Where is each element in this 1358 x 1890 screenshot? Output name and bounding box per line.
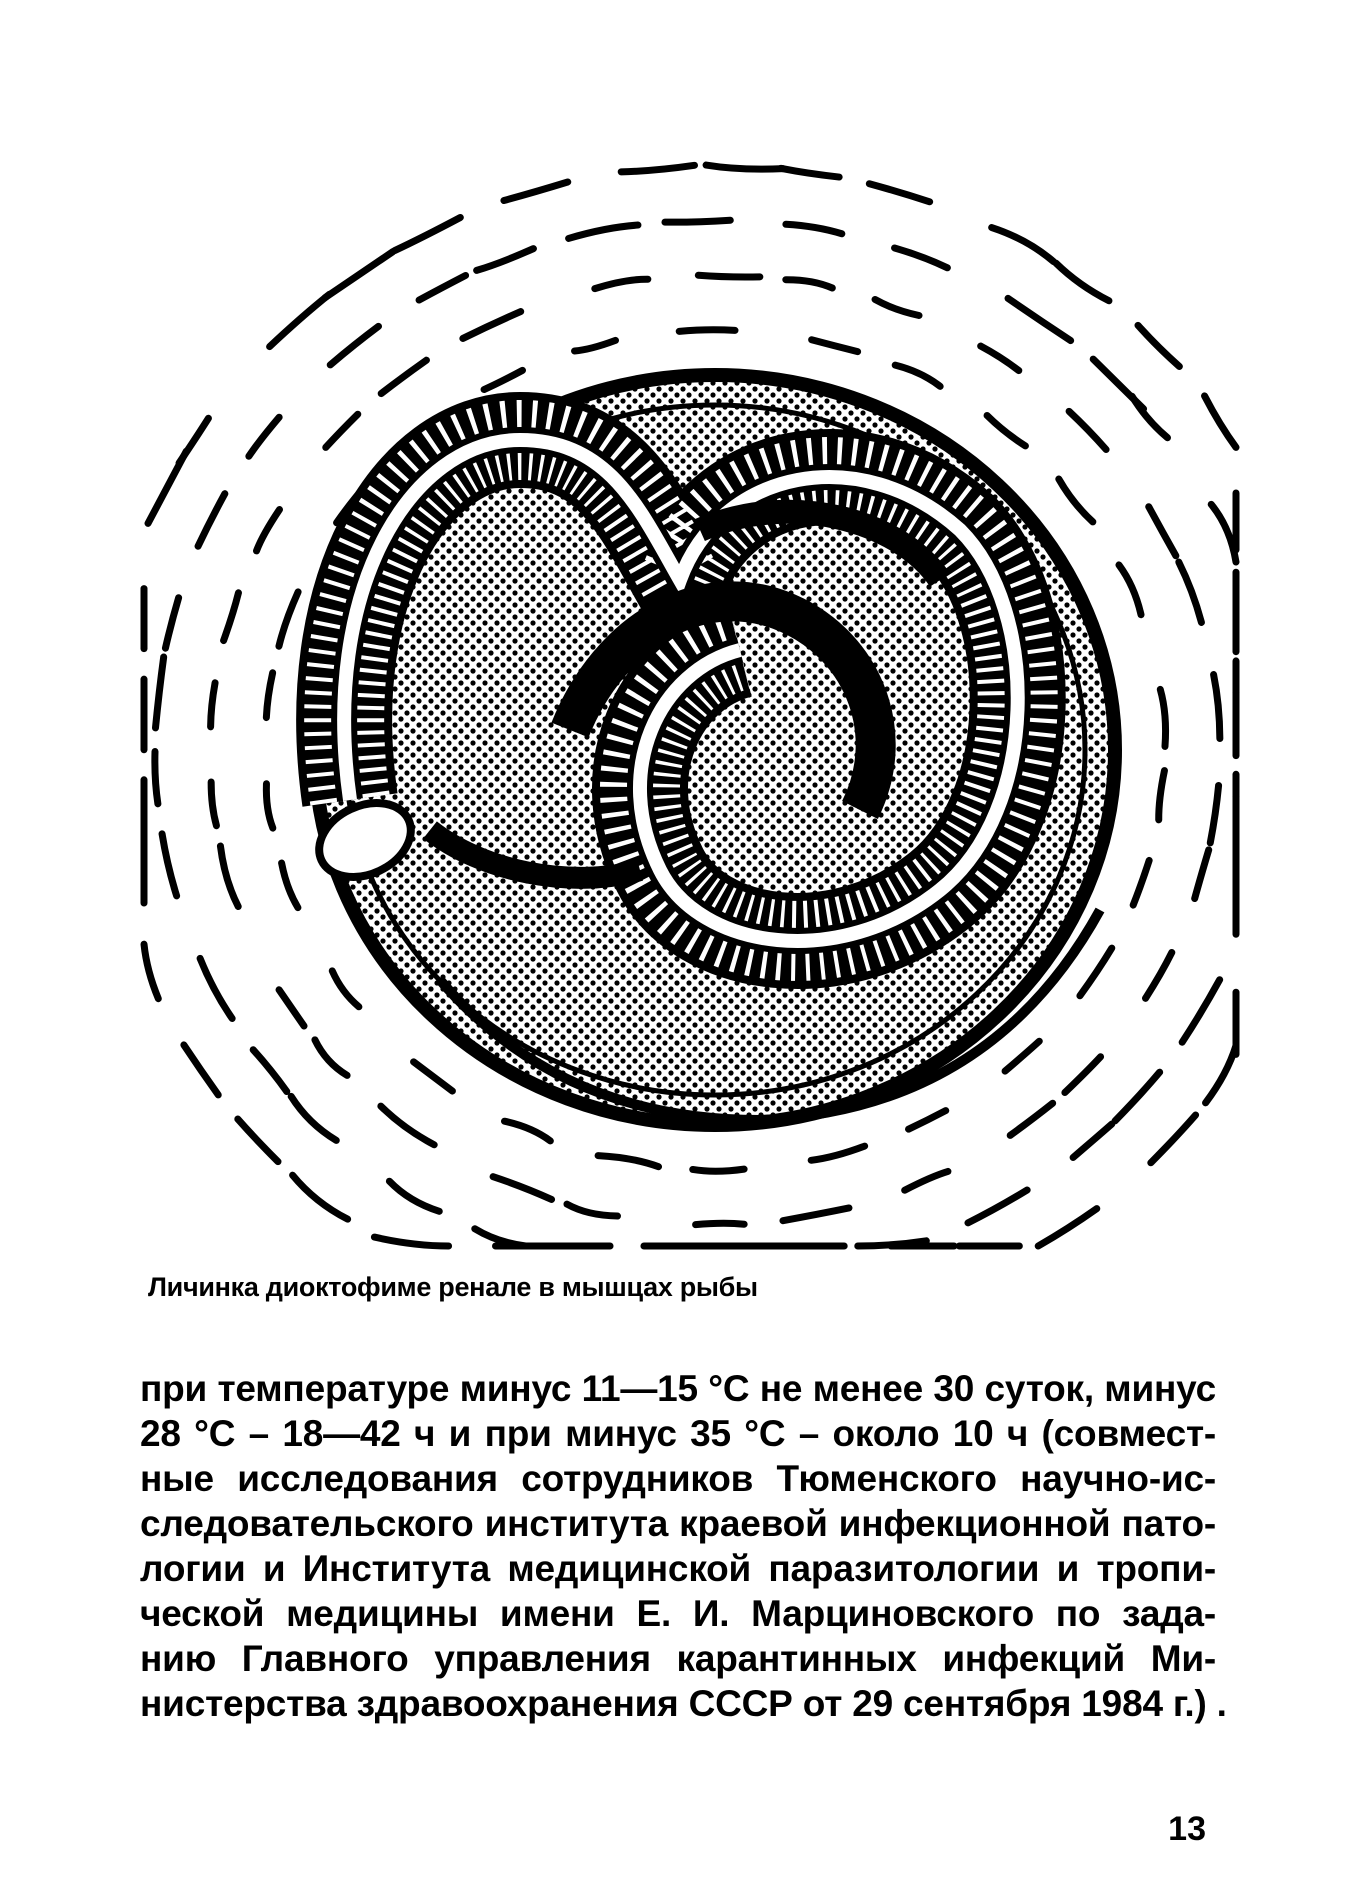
text-line: ные исследования сотрудников Тюменского научно-ис-: [140, 1458, 1216, 1499]
muscle-fibre: [293, 1175, 348, 1219]
muscle-fibre: [679, 330, 735, 332]
muscle-fibre: [165, 598, 178, 648]
body-paragraph: [140, 1366, 1227, 1726]
muscle-fibre: [811, 1146, 864, 1160]
muscle-fibre: [1210, 785, 1218, 842]
muscle-fibre: [1065, 1057, 1101, 1093]
muscle-fibre: [1206, 1046, 1236, 1103]
figure-caption: Личинка диоктофиме ренале в мышцах рыбы: [148, 1272, 758, 1302]
muscle-fibre: [895, 248, 948, 268]
muscle-fibre: [905, 1171, 948, 1190]
muscle-fibre: [621, 165, 694, 172]
muscle-fibre: [1160, 689, 1165, 746]
muscle-fibre: [315, 1040, 347, 1076]
muscle-fibre: [1069, 411, 1106, 449]
muscle-fibre: [693, 1169, 744, 1171]
muscle-fibre: [198, 494, 225, 547]
muscle-fibre: [144, 944, 158, 999]
muscle-fibre: [504, 1121, 550, 1141]
muscle-fibre: [1080, 948, 1112, 996]
muscle-fibre: [332, 971, 359, 1007]
muscle-fibre: [504, 182, 568, 201]
muscle-fibre: [1010, 1103, 1052, 1135]
muscle-fibre: [1056, 263, 1109, 301]
muscle-fibre: [895, 365, 940, 386]
muscle-fibre: [381, 360, 426, 393]
muscle-fibre: [696, 1223, 745, 1224]
muscle-fibre: [282, 863, 298, 908]
muscle-fibre: [326, 414, 358, 447]
muscle-fibre: [869, 184, 929, 202]
muscle-fibre: [706, 165, 783, 169]
muscle-fibre: [812, 340, 858, 352]
larva-illustration: [140, 110, 1240, 1250]
muscle-fibre: [992, 228, 1054, 262]
muscle-fibre: [783, 1208, 849, 1221]
muscle-fibre: [1133, 860, 1149, 905]
text-line: 28 °С – 18—42 ч и при минус 35 °С – около 10 ч (совмест-: [140, 1413, 1216, 1454]
muscle-fibre: [249, 417, 279, 456]
text-line: нию Главного управления карантинных инфекций Ми-: [140, 1638, 1216, 1679]
muscle-fibre: [238, 1119, 278, 1162]
muscle-fibre: [1038, 1209, 1097, 1246]
muscle-fibre: [569, 225, 638, 238]
muscle-fibre: [1138, 325, 1179, 366]
muscle-fibre: [414, 1062, 453, 1091]
larva-drawing: [140, 110, 1240, 1250]
muscle-fibre: [1214, 675, 1220, 739]
muscle-fibre: [266, 673, 272, 718]
muscle-fibre: [395, 218, 461, 251]
muscle-fibre: [381, 1106, 434, 1145]
muscle-fibre: [1132, 396, 1167, 437]
muscle-fibre: [389, 1181, 439, 1211]
muscle-fibre: [575, 340, 616, 351]
muscle-fibre: [330, 326, 378, 365]
muscle-fibre: [1151, 1115, 1196, 1163]
muscle-fibre: [1159, 771, 1165, 820]
muscle-fibre: [567, 1204, 618, 1216]
muscle-fibre: [1005, 1041, 1039, 1071]
muscle-fibre: [270, 294, 330, 346]
muscle-fibre: [477, 249, 534, 271]
muscle-fibre: [463, 312, 521, 339]
muscle-fibre: [484, 370, 522, 389]
muscle-fibre: [184, 1045, 218, 1095]
muscle-fibre: [1059, 479, 1093, 522]
muscle-fibre: [598, 1156, 658, 1167]
muscle-fibre: [1073, 1124, 1112, 1158]
text-line: ческой медицины имени Е. И. Марциновского по зада-: [140, 1593, 1216, 1634]
muscle-fibre: [257, 510, 280, 551]
muscle-fibre: [162, 834, 177, 896]
muscle-fibre: [224, 593, 239, 641]
muscle-fibre: [1179, 562, 1202, 622]
muscle-fibre: [786, 280, 833, 288]
muscle-fibre: [1205, 396, 1236, 447]
muscle-fibre: [200, 958, 232, 1018]
muscle-fibre: [786, 224, 842, 234]
muscle-fibre: [1182, 980, 1219, 1043]
muscle-fibre: [1115, 1072, 1160, 1121]
muscle-fibre: [211, 683, 215, 727]
muscle-fibre: [1008, 298, 1071, 340]
muscle-fibre: [665, 220, 730, 222]
muscle-fibre: [266, 784, 272, 828]
muscle-fibre: [179, 418, 208, 463]
muscle-fibre: [1119, 565, 1141, 615]
text-line: логии и Института медицинской паразитологии и тропи-: [140, 1548, 1216, 1589]
text-line: нистерства здравоохранения СССР от 29 сентября 1984 г.) .: [140, 1683, 1227, 1724]
muscle-fibre: [968, 1190, 1027, 1223]
text-line: следовательского института краевой инфекционной пато-: [140, 1503, 1216, 1544]
muscle-fibre: [220, 846, 238, 906]
text-line: при температуре минус 11—15 °С не менее 30 суток, минус: [140, 1368, 1216, 1409]
muscle-fibre: [493, 1177, 551, 1200]
muscle-fibre: [325, 252, 393, 298]
muscle-fibre: [279, 592, 298, 646]
page-number: 13: [1168, 1810, 1206, 1848]
muscle-fibre: [211, 782, 216, 826]
muscle-fibre: [419, 275, 466, 300]
muscle-fibre: [291, 1096, 336, 1140]
muscle-fibre: [781, 168, 839, 177]
muscle-fibre: [155, 657, 163, 728]
muscle-fibre: [595, 279, 648, 288]
muscle-fibre: [1211, 504, 1236, 562]
muscle-fibre: [981, 346, 1019, 371]
muscle-fibre: [875, 299, 919, 315]
muscle-fibre: [253, 1050, 287, 1092]
muscle-fibre: [374, 1237, 448, 1246]
muscle-fibre: [155, 752, 158, 804]
muscle-fibre: [1195, 850, 1209, 899]
muscle-fibre: [279, 990, 304, 1026]
muscle-fibre: [909, 1111, 946, 1130]
muscle-fibre: [987, 415, 1025, 445]
muscle-fibre: [1146, 952, 1172, 998]
muscle-fibre: [698, 275, 760, 277]
muscle-fibre: [1149, 507, 1176, 556]
